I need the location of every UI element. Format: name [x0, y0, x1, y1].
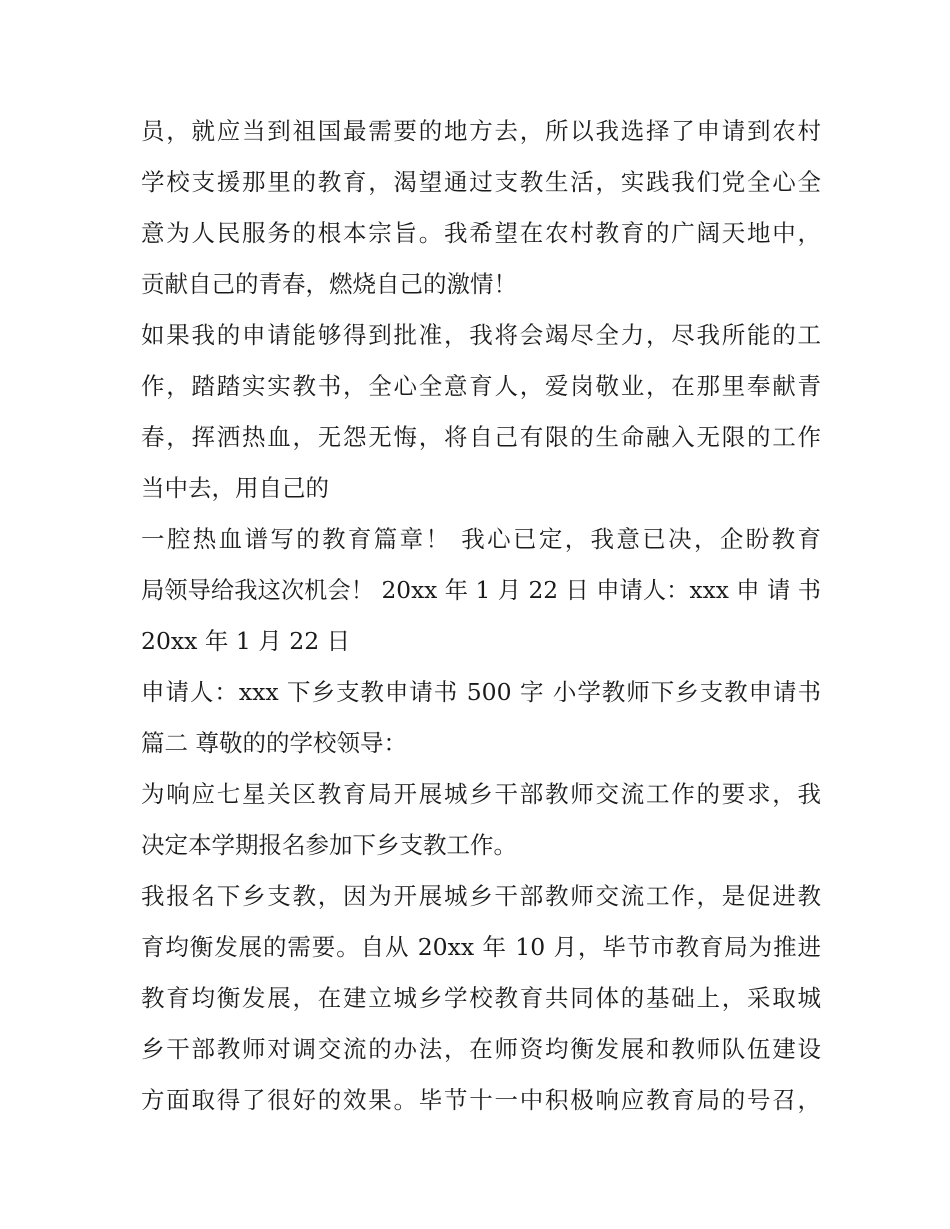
text-line: 局领导给我这次机会！ 20xx 年 1 月 22 日 申请人：xxx 申 请 书 [141, 577, 821, 604]
text-line: 意为人民服务的根本宗旨。我希望在农村教育的广阔天地中， [141, 219, 821, 247]
text-line: 方面取得了很好的效果。毕节十一中积极响应教育局的号召， [141, 1086, 821, 1114]
text-line: 申请人：xxx 下乡支教申请书 500 字 小学教师下乡支教申请书 [141, 678, 821, 706]
text-line: 为响应七星关区教育局开展城乡干部教师交流工作的要求，我 [141, 780, 821, 808]
text-line: 20xx 年 1 月 22 日 [141, 627, 351, 655]
text-line: 篇二 尊敬的的学校领导： [141, 729, 407, 757]
body-text [141, 106, 821, 1126]
text-line: 我报名下乡支教，因为开展城乡干部教师交流工作，是促进教 [141, 882, 821, 910]
text-line: 作，踏踏实实教书，全心全意育人，爱岗敬业，在那里奉献青 [141, 372, 821, 400]
text-line: 春，挥洒热血，无怨无悔，将自己有限的生命融入无限的工作 [141, 423, 821, 451]
text-line: 决定本学期报名参加下乡支教工作。 [141, 831, 517, 859]
text-line: 员，就应当到祖国最需要的地方去，所以我选择了申请到农村 [141, 117, 821, 145]
text-line: 贡献自己的青春，燃烧自己的激情！ [141, 270, 517, 298]
text-line: 乡干部教师对调交流的办法，在师资均衡发展和教师队伍建设 [141, 1035, 821, 1063]
text-line: 一腔热血谱写的教育篇章！ 我心已定，我意已决，企盼教育 [141, 525, 821, 553]
text-line: 学校支援那里的教育，渴望通过支教生活，实践我们党全心全 [141, 168, 821, 196]
text-line: 育均衡发展的需要。自从 20xx 年 10 月，毕节市教育局为推进 [141, 933, 821, 961]
text-line: 当中去，用自己的 [141, 474, 329, 502]
text-line: 如果我的申请能够得到批准，我将会竭尽全力，尽我所能的工 [141, 321, 821, 349]
text-line: 教育均衡发展，在建立城乡学校教育共同体的基础上，采取城 [141, 984, 821, 1012]
